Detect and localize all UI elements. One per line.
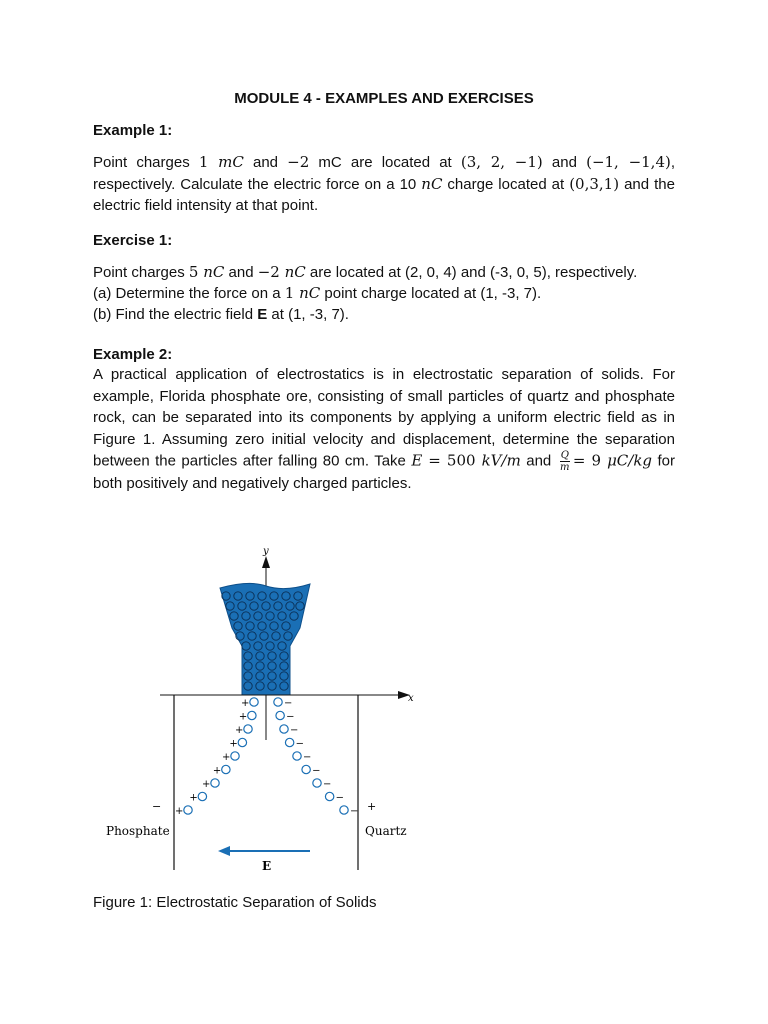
negative-sign: − xyxy=(286,711,295,723)
positive-sign: + xyxy=(222,752,231,763)
negative-particle xyxy=(280,725,288,733)
falling-particles xyxy=(175,698,358,817)
positive-sign: + xyxy=(202,779,211,790)
field-label: E xyxy=(262,859,272,873)
negative-sign: − xyxy=(284,698,293,709)
exercise-1-line: Point charges 5 nC and −2 nC are located at (2, 0, 4) and (-3, 0, 5), respectively. xyxy=(93,263,638,281)
exercise-1-part-a: (a) Determine the force on a 1 nC point charge located at (1, -3, 7). xyxy=(93,284,542,302)
positive-sign: + xyxy=(241,698,250,709)
positive-sign: + xyxy=(212,765,222,777)
left-plate-sign: − xyxy=(152,800,162,813)
negative-sign: − xyxy=(290,725,299,736)
positive-particle xyxy=(238,738,246,746)
negative-sign: − xyxy=(295,738,305,750)
y-axis-label: y xyxy=(263,546,269,557)
negative-particle xyxy=(302,765,310,773)
negative-particle xyxy=(313,779,321,787)
positive-particle xyxy=(198,792,206,800)
negative-sign: − xyxy=(312,765,321,777)
phosphate-label: Phosphate xyxy=(106,824,170,838)
negative-sign: − xyxy=(323,779,332,790)
exercise-1-heading: Exercise 1: xyxy=(93,232,173,249)
positive-particle xyxy=(184,806,192,814)
negative-particle xyxy=(274,698,282,706)
separation-diagram xyxy=(100,540,440,880)
positive-sign: + xyxy=(189,792,198,804)
positive-particle xyxy=(250,698,258,706)
positive-sign: + xyxy=(229,738,238,750)
q-over-m-fraction: $\frac{Q}{m}$ xyxy=(560,450,570,473)
positive-sign: + xyxy=(238,711,248,723)
right-plate-sign: + xyxy=(367,800,377,813)
negative-particle xyxy=(340,806,348,814)
exercise-1-text xyxy=(93,262,675,325)
example-2-text: A practical application of electrostatics is in electrostatic separation of solids. For example, Florida phosphate ore, consisting of small particles of quartz and phosphate rock, can be separated into its components by applying a uniform electric field as in Figure 1. Assuming zero initial velocity and displacement, determine the separation between the particles after falling 80 cm. Take E = 500 kV/m and $\frac{Q}{m}$ = 9 μC/kg for both positively and negatively charged particles. xyxy=(93,366,675,492)
negative-sign: − xyxy=(350,806,359,817)
example-2-heading: Example 2: xyxy=(93,346,173,363)
negative-sign: − xyxy=(303,752,312,763)
field-arrow-head xyxy=(218,846,230,856)
positive-particle xyxy=(231,752,239,760)
page-title: MODULE 4 - EXAMPLES AND EXERCISES xyxy=(234,90,534,107)
example-1-heading: Example 1: xyxy=(93,122,173,139)
negative-particle xyxy=(285,738,293,746)
quartz-label: Quartz xyxy=(365,824,407,838)
positive-sign: + xyxy=(175,806,184,817)
separation-figure xyxy=(100,540,440,880)
x-axis-label: x xyxy=(408,693,414,704)
positive-particle xyxy=(244,725,252,733)
positive-sign: + xyxy=(235,725,244,736)
positive-particle xyxy=(222,765,230,773)
positive-particle xyxy=(211,779,219,787)
negative-sign: − xyxy=(335,792,345,804)
figure-caption: Figure 1: Electrostatic Separation of Solids xyxy=(93,894,377,911)
y-axis-arrow xyxy=(262,556,270,568)
negative-particle xyxy=(325,792,333,800)
example-1-text: Point charges 1 mC and −2 mC are located at (3, 2, −1) and (−1, −1,4), respectively. Calculate the electric force on a 10 nC charge located at (0,3,1) and the electric field intensity at that point. xyxy=(93,153,676,214)
negative-particle xyxy=(276,711,284,719)
positive-particle xyxy=(248,711,256,719)
negative-particle xyxy=(293,752,301,760)
exercise-1-part-b: (b) Find the electric field E at (1, -3, 7). xyxy=(93,306,349,323)
